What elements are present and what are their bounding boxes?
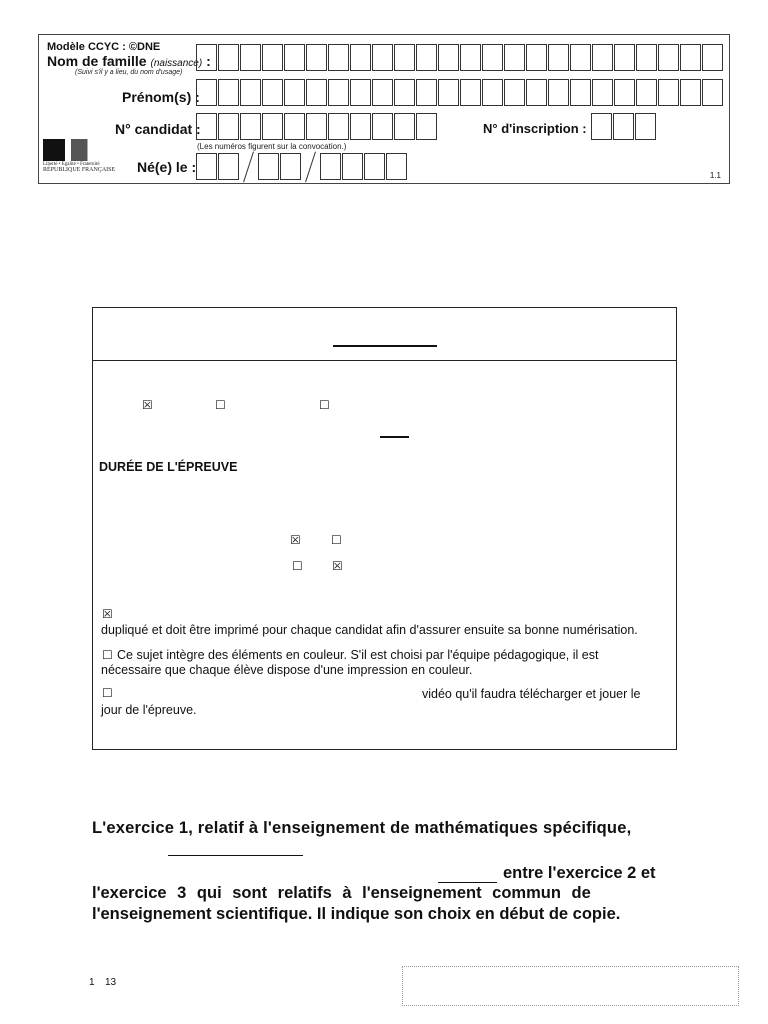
body-line-1: L'exercice 1, relatif à l'enseignement de mathématiques spécifique, <box>92 819 632 837</box>
surname-boxes[interactable] <box>196 44 724 71</box>
page-total: 13 <box>105 977 117 988</box>
notice-3-line2: jour de l'épreuve. <box>101 703 197 717</box>
short-rule <box>380 436 409 438</box>
birth-boxes[interactable] <box>196 153 408 181</box>
exam-info-frame <box>92 307 677 750</box>
notice-2-line2: nécessaire que chaque élève dispose d'une impression en couleur. <box>101 663 473 677</box>
checkbox-9[interactable]: ☐ <box>102 648 113 662</box>
body-line-4: l'enseignement scientifique. Il indique son choix en début de copie. <box>92 905 621 923</box>
firstname-boxes[interactable] <box>196 79 724 106</box>
candidate-label: N° candidat : <box>115 121 201 137</box>
model-label: Modèle CCYC : ©DNE <box>47 41 161 53</box>
checkbox-10[interactable]: ☐ <box>102 686 113 700</box>
version-label: 1.1 <box>709 171 721 180</box>
blank-rule-1 <box>168 855 303 856</box>
candidate-note: (Les numéros figurent sur la convocation.) <box>197 142 347 151</box>
birth-label: Né(e) le : <box>137 159 197 175</box>
footer-box <box>402 966 739 1006</box>
checkbox-1[interactable]: ☒ <box>142 398 153 412</box>
checkbox-3[interactable]: ☐ <box>319 398 330 412</box>
checkbox-7[interactable]: ☒ <box>332 559 343 573</box>
title-rule <box>333 345 437 347</box>
checkbox-4[interactable]: ☒ <box>290 533 301 547</box>
page-number: 1 <box>89 977 95 988</box>
checkbox-2[interactable]: ☐ <box>215 398 226 412</box>
checkbox-5[interactable]: ☐ <box>331 533 342 547</box>
surname-label: Nom de famille (naissance) : <box>47 53 211 69</box>
blank-rule-2 <box>438 882 497 883</box>
checkbox-6[interactable]: ☐ <box>292 559 303 573</box>
registration-boxes[interactable] <box>591 113 657 140</box>
surname-note: (Suivi s'il y a lieu, du nom d'usage) <box>75 69 183 76</box>
republic-logo: Liberté • Égalité • Fraternité RÉPUBLIQUE FRANÇAISE <box>43 139 119 179</box>
marianne-icon <box>43 139 117 161</box>
checkbox-8[interactable]: ☒ <box>102 607 113 621</box>
body-line-2: entre l'exercice 2 et <box>503 864 656 882</box>
body-line-3: l'exercice 3 qui sont relatifs à l'enseignement commun de <box>92 884 591 902</box>
notice-2-line1: Ce sujet intègre des éléments en couleur. S'il est choisi par l'équipe pédagogique, il est <box>117 648 599 662</box>
duration-label: DURÉE DE L'ÉPREUVE <box>99 460 238 474</box>
notice-1: dupliqué et doit être imprimé pour chaque candidat afin d'assurer ensuite sa bonne numérisation. <box>101 623 638 637</box>
registration-label: N° d'inscription : <box>483 121 587 136</box>
frame-separator <box>93 360 676 361</box>
firstname-label: Prénom(s) : <box>122 89 200 105</box>
notice-3-line1: vidéo qu'il faudra télécharger et jouer le <box>422 687 641 701</box>
candidate-boxes[interactable] <box>196 113 438 140</box>
identity-header <box>38 34 730 184</box>
